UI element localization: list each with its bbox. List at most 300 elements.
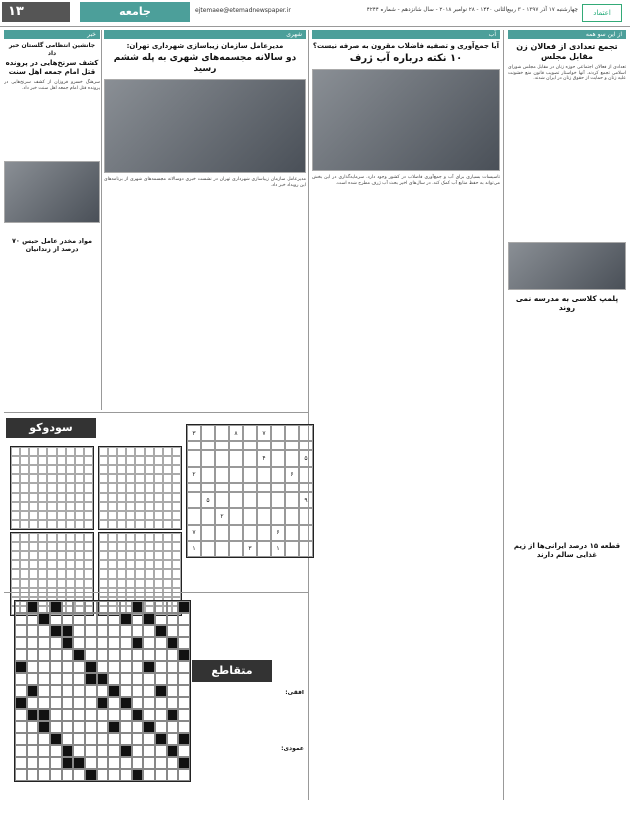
sudoku-cell[interactable] [126,493,135,502]
sudoku-cell[interactable] [172,533,181,542]
crossword-cell[interactable] [38,697,50,709]
sudoku-cell[interactable] [29,447,38,456]
email-address[interactable]: ejtemaee@etemadnewspaper.ir [195,7,291,14]
sudoku-cell[interactable] [154,511,163,520]
crossword-cell[interactable] [143,697,155,709]
crossword-cell[interactable] [85,661,97,673]
crossword-cell[interactable] [120,721,132,733]
sudoku-cell[interactable] [84,465,93,474]
sudoku-cell[interactable] [285,425,299,441]
sudoku-cell[interactable] [99,533,108,542]
crossword-cell[interactable] [108,637,120,649]
sudoku-cell[interactable] [20,502,29,511]
sudoku-cell[interactable] [99,447,108,456]
sudoku-cell[interactable] [38,447,47,456]
sudoku-cell[interactable] [11,474,20,483]
sudoku-cell[interactable] [57,560,66,569]
crossword-cell[interactable] [15,613,27,625]
sudoku-cell[interactable] [229,492,243,508]
crossword-cell[interactable] [143,709,155,721]
crossword-cell[interactable] [97,685,109,697]
sudoku-cell[interactable] [145,502,154,511]
sudoku-cell[interactable] [47,483,56,492]
sudoku-cell[interactable] [84,502,93,511]
sudoku-cell[interactable] [145,542,154,551]
sudoku-cell[interactable] [257,483,271,492]
crossword-cell[interactable] [15,745,27,757]
crossword-cell[interactable] [120,685,132,697]
sudoku-cell[interactable]: ۲ [187,467,201,483]
crossword-cell[interactable] [178,733,190,745]
sudoku-cell[interactable] [154,483,163,492]
sudoku-cell[interactable] [29,533,38,542]
sudoku-cell[interactable] [47,493,56,502]
sudoku-cell[interactable] [135,465,144,474]
sudoku-cell[interactable] [38,542,47,551]
sudoku-cell[interactable] [172,502,181,511]
sudoku-cell[interactable] [99,551,108,560]
crossword-cell[interactable] [155,757,167,769]
crossword-cell[interactable] [73,721,85,733]
sudoku-cell[interactable]: ۲ [215,508,229,524]
sudoku-cell[interactable] [84,456,93,465]
crossword-cell[interactable] [27,649,39,661]
crossword-cell[interactable] [50,625,62,637]
crossword-cell[interactable] [85,625,97,637]
sudoku-cell[interactable]: ۵ [201,492,215,508]
sudoku-cell[interactable] [29,551,38,560]
sudoku-cell[interactable] [201,525,215,541]
sudoku-cell[interactable] [145,447,154,456]
sudoku-cell[interactable] [201,441,215,450]
sudoku-cell[interactable] [172,493,181,502]
sudoku-cell[interactable] [57,465,66,474]
crossword-cell[interactable] [50,613,62,625]
crossword-cell[interactable] [15,685,27,697]
sudoku-cell[interactable] [285,492,299,508]
sudoku-cell[interactable] [47,511,56,520]
sudoku-cell[interactable] [47,533,56,542]
sudoku-cell[interactable] [57,533,66,542]
crossword-cell[interactable] [73,613,85,625]
sudoku-cell[interactable] [135,569,144,578]
crossword-cell[interactable] [50,637,62,649]
sudoku-cell[interactable]: ۳ [187,425,201,441]
sudoku-cell[interactable] [84,533,93,542]
sudoku-cell[interactable] [299,483,313,492]
sudoku-cell[interactable] [126,520,135,529]
sudoku-cell[interactable] [271,492,285,508]
crossword-cell[interactable] [73,685,85,697]
sudoku-cell[interactable]: ۱ [187,541,201,557]
crossword-cell[interactable] [38,721,50,733]
sudoku-cell[interactable] [135,447,144,456]
sudoku-cell[interactable] [154,579,163,588]
sudoku-cell[interactable] [11,533,20,542]
crossword-cell[interactable] [62,769,74,781]
crossword-cell[interactable] [178,769,190,781]
sudoku-cell[interactable] [172,551,181,560]
sudoku-cell[interactable] [135,493,144,502]
sudoku-cell[interactable] [145,551,154,560]
crossword-cell[interactable] [97,769,109,781]
sudoku-cell[interactable] [84,493,93,502]
sudoku-cell[interactable]: ۶ [285,467,299,483]
sudoku-cell[interactable] [163,493,172,502]
sudoku-cell[interactable] [84,511,93,520]
sudoku-cell[interactable] [66,511,75,520]
crossword-cell[interactable] [62,661,74,673]
sudoku-cell[interactable]: ۱ [271,541,285,557]
sudoku-cell[interactable] [20,551,29,560]
crossword-cell[interactable] [27,697,39,709]
crossword-cell[interactable] [38,637,50,649]
crossword-cell[interactable] [108,661,120,673]
crossword-cell[interactable] [167,625,179,637]
sudoku-cell[interactable] [66,493,75,502]
sudoku-cell[interactable] [257,441,271,450]
sudoku-cell[interactable] [145,456,154,465]
sudoku-cell[interactable] [108,579,117,588]
crossword-cell[interactable] [97,613,109,625]
sudoku-cell[interactable] [135,579,144,588]
sudoku-cell[interactable] [38,511,47,520]
sudoku-cell[interactable] [108,447,117,456]
crossword-cell[interactable] [178,709,190,721]
sudoku-cell[interactable] [20,579,29,588]
crossword-cell[interactable] [62,613,74,625]
crossword-cell[interactable] [108,613,120,625]
sudoku-cell[interactable] [99,560,108,569]
crossword-cell[interactable] [155,685,167,697]
crossword-cell[interactable] [38,613,50,625]
sudoku-cell[interactable] [117,551,126,560]
sudoku-cell[interactable] [20,542,29,551]
crossword-cell[interactable] [15,625,27,637]
sudoku-cell[interactable] [163,511,172,520]
sudoku-cell[interactable] [145,569,154,578]
sudoku-cell[interactable] [99,502,108,511]
sudoku-cell[interactable] [20,520,29,529]
sudoku-cell[interactable] [172,483,181,492]
crossword-cell[interactable] [62,685,74,697]
sudoku-cell[interactable] [172,447,181,456]
sudoku-cell[interactable] [163,465,172,474]
sudoku-cell[interactable] [29,520,38,529]
crossword-cell[interactable] [62,625,74,637]
crossword-cell[interactable] [85,637,97,649]
sudoku-cell[interactable] [117,502,126,511]
sudoku-cell[interactable]: ۵ [299,450,313,466]
sudoku-cell[interactable] [57,569,66,578]
sudoku-cell[interactable]: ۷ [187,525,201,541]
crossword-cell[interactable] [132,613,144,625]
sudoku-cell[interactable] [163,533,172,542]
crossword-cell[interactable] [120,757,132,769]
sudoku-cell[interactable] [66,579,75,588]
crossword-cell[interactable] [38,745,50,757]
sudoku-cell[interactable] [38,520,47,529]
sudoku-cell[interactable] [75,569,84,578]
crossword-cell[interactable] [50,709,62,721]
sudoku-cell[interactable] [20,560,29,569]
crossword-cell[interactable] [97,697,109,709]
crossword-cell[interactable] [73,637,85,649]
crossword-cell[interactable] [50,661,62,673]
sudoku-cell[interactable] [201,541,215,557]
sudoku-cell[interactable] [229,483,243,492]
sudoku-cell[interactable] [47,542,56,551]
sudoku-cell[interactable] [135,474,144,483]
crossword-cell[interactable] [97,721,109,733]
crossword-cell[interactable] [85,601,97,613]
sudoku-cell[interactable] [29,579,38,588]
sudoku-cell[interactable] [117,493,126,502]
sudoku-cell[interactable] [172,474,181,483]
sudoku-cell[interactable] [285,450,299,466]
sudoku-cell[interactable] [11,493,20,502]
sudoku-cell[interactable] [11,465,20,474]
sudoku-cell[interactable] [215,467,229,483]
sudoku-cell[interactable] [99,579,108,588]
crossword-cell[interactable] [97,661,109,673]
crossword-cell[interactable] [50,721,62,733]
crossword-cell[interactable] [155,697,167,709]
sudoku-cell[interactable] [257,525,271,541]
sudoku-cell[interactable] [47,465,56,474]
sudoku-cell[interactable] [163,483,172,492]
sudoku-cell[interactable] [201,508,215,524]
sudoku-cell[interactable] [108,551,117,560]
sudoku-cell[interactable] [257,467,271,483]
sudoku-cell[interactable] [135,542,144,551]
sudoku-cell[interactable] [47,502,56,511]
crossword-cell[interactable] [132,745,144,757]
sudoku-cell[interactable] [187,441,201,450]
crossword-cell[interactable] [62,757,74,769]
sudoku-cell[interactable] [75,579,84,588]
sudoku-cell[interactable] [257,508,271,524]
crossword-cell[interactable] [178,745,190,757]
sudoku-cell[interactable] [75,456,84,465]
sudoku-cell[interactable] [135,560,144,569]
crossword-cell[interactable] [50,769,62,781]
sudoku-cell[interactable] [154,456,163,465]
sudoku-cell[interactable] [66,551,75,560]
sudoku-cell[interactable] [145,483,154,492]
crossword-cell[interactable] [85,649,97,661]
sudoku-cell[interactable] [163,520,172,529]
sudoku-cell[interactable] [66,474,75,483]
crossword-cell[interactable] [73,745,85,757]
crossword-cell[interactable] [178,661,190,673]
sudoku-cell[interactable] [163,542,172,551]
crossword-cell[interactable] [73,649,85,661]
sudoku-grid[interactable] [186,424,314,558]
sudoku-cell[interactable] [172,465,181,474]
sudoku-cell[interactable] [215,425,229,441]
sudoku-cell[interactable] [47,474,56,483]
sudoku-cell[interactable] [57,493,66,502]
crossword-cell[interactable] [132,649,144,661]
sudoku-cell[interactable] [75,502,84,511]
sudoku-cell[interactable] [154,551,163,560]
crossword-cell[interactable] [50,733,62,745]
crossword-cell[interactable] [50,757,62,769]
sudoku-cell[interactable] [257,492,271,508]
sudoku-cell[interactable] [126,483,135,492]
sudoku-cell[interactable] [126,456,135,465]
sudoku-cell[interactable] [99,465,108,474]
sudoku-cell[interactable] [126,511,135,520]
sudoku-cell[interactable] [154,569,163,578]
sudoku-cell[interactable] [47,560,56,569]
crossword-cell[interactable] [108,673,120,685]
sudoku-cell[interactable] [117,569,126,578]
sudoku-cell[interactable] [126,560,135,569]
crossword-cell[interactable] [167,721,179,733]
sudoku-cell[interactable] [117,560,126,569]
crossword-cell[interactable] [108,769,120,781]
sudoku-cell[interactable] [126,502,135,511]
sudoku-cell[interactable] [57,579,66,588]
sudoku-cell[interactable] [215,525,229,541]
sudoku-cell[interactable] [66,447,75,456]
crossword-cell[interactable] [132,685,144,697]
crossword-cell[interactable] [167,757,179,769]
sudoku-cell[interactable] [66,560,75,569]
crossword-cell[interactable] [108,733,120,745]
sudoku-cell[interactable] [154,447,163,456]
crossword-cell[interactable] [155,721,167,733]
sudoku-cell[interactable] [99,511,108,520]
crossword-cell[interactable] [15,637,27,649]
crossword-cell[interactable] [178,697,190,709]
crossword-cell[interactable] [73,709,85,721]
sudoku-cell[interactable] [215,541,229,557]
crossword-cell[interactable] [155,733,167,745]
sudoku-cell[interactable] [75,447,84,456]
sudoku-cell[interactable] [243,467,257,483]
crossword-cell[interactable] [155,661,167,673]
crossword-cell[interactable] [97,637,109,649]
crossword-cell[interactable] [143,685,155,697]
sudoku-cell[interactable] [135,533,144,542]
crossword-cell[interactable] [62,673,74,685]
sudoku-cell[interactable] [215,483,229,492]
sudoku-grid[interactable] [98,446,182,530]
sudoku-cell[interactable] [126,465,135,474]
sudoku-cell[interactable] [271,425,285,441]
sudoku-cell[interactable] [57,474,66,483]
crossword-cell[interactable] [27,613,39,625]
crossword-cell[interactable] [132,625,144,637]
sudoku-cell[interactable] [117,520,126,529]
sudoku-cell[interactable] [145,533,154,542]
sudoku-cell[interactable] [163,447,172,456]
sudoku-cell[interactable] [108,456,117,465]
sudoku-cell[interactable] [99,520,108,529]
crossword-cell[interactable] [132,757,144,769]
crossword-cell[interactable] [132,769,144,781]
sudoku-cell[interactable] [172,456,181,465]
sudoku-cell[interactable] [47,569,56,578]
crossword-cell[interactable] [73,625,85,637]
sudoku-cell[interactable] [163,456,172,465]
sudoku-cell[interactable] [20,465,29,474]
crossword-cell[interactable] [132,697,144,709]
crossword-cell[interactable] [15,661,27,673]
sudoku-cell[interactable] [66,533,75,542]
crossword-cell[interactable] [38,661,50,673]
crossword-cell[interactable] [27,769,39,781]
sudoku-cell[interactable] [84,483,93,492]
crossword-cell[interactable] [27,601,39,613]
crossword-cell[interactable] [167,685,179,697]
crossword-cell[interactable] [155,673,167,685]
sudoku-cell[interactable] [47,447,56,456]
crossword-cell[interactable] [73,601,85,613]
sudoku-cell[interactable] [154,502,163,511]
crossword-cell[interactable] [97,757,109,769]
sudoku-cell[interactable] [163,569,172,578]
crossword-cell[interactable] [15,649,27,661]
crossword-cell[interactable] [62,745,74,757]
sudoku-cell[interactable] [163,502,172,511]
sudoku-cell[interactable] [243,492,257,508]
sudoku-cell[interactable] [145,520,154,529]
crossword-cell[interactable] [50,649,62,661]
sudoku-cell[interactable]: ۹ [299,492,313,508]
sudoku-cell[interactable] [172,560,181,569]
sudoku-cell[interactable] [57,483,66,492]
sudoku-cell[interactable] [84,579,93,588]
sudoku-cell[interactable] [299,441,313,450]
sudoku-cell[interactable] [126,569,135,578]
crossword-cell[interactable] [85,757,97,769]
sudoku-cell[interactable] [243,483,257,492]
sudoku-cell[interactable] [229,508,243,524]
sudoku-cell[interactable] [187,492,201,508]
crossword-cell[interactable] [155,769,167,781]
crossword-cell[interactable] [167,601,179,613]
crossword-cell[interactable] [178,649,190,661]
sudoku-cell[interactable] [201,467,215,483]
crossword-cell[interactable] [50,673,62,685]
sudoku-cell[interactable] [108,533,117,542]
sudoku-cell[interactable] [75,520,84,529]
crossword-cell[interactable] [73,661,85,673]
sudoku-cell[interactable] [108,569,117,578]
sudoku-cell[interactable] [29,560,38,569]
sudoku-cell[interactable] [126,542,135,551]
sudoku-cell[interactable] [108,520,117,529]
sudoku-cell[interactable] [11,483,20,492]
crossword-cell[interactable] [155,649,167,661]
sudoku-cell[interactable] [66,520,75,529]
crossword-cell[interactable] [143,721,155,733]
sudoku-cell[interactable] [108,465,117,474]
crossword-cell[interactable] [143,613,155,625]
crossword-cell[interactable] [132,673,144,685]
crossword-cell[interactable] [178,637,190,649]
crossword-cell[interactable] [143,673,155,685]
sudoku-cell[interactable] [57,520,66,529]
sudoku-cell[interactable] [215,450,229,466]
sudoku-cell[interactable]: ۳ [243,541,257,557]
crossword-cell[interactable] [108,721,120,733]
crossword-cell[interactable] [108,709,120,721]
